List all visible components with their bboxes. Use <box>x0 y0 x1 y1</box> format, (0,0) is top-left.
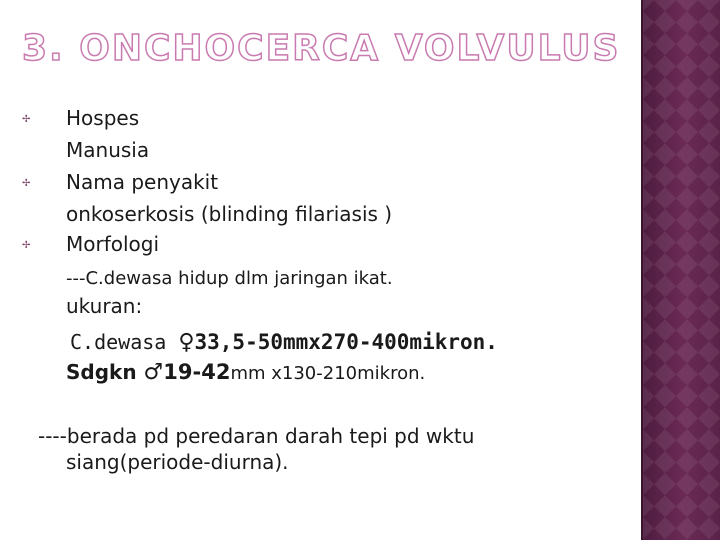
male-size-a: 19-42 <box>163 360 231 384</box>
bullet-marker-icon: ✢ <box>22 240 31 251</box>
bullet-penyakit-detail: onkoserkosis (blinding filariasis ) <box>66 202 393 226</box>
note-line-1: ----berada pd peredaran darah tepi pd wktu <box>38 424 475 448</box>
bullet-hospes-detail: Manusia <box>66 138 150 162</box>
bullet-marker-icon: ✢ <box>22 178 31 189</box>
bullet-marker-icon: ✢ <box>22 114 31 125</box>
male-size-line <box>66 360 425 385</box>
bullet-hospes-label: Hospes <box>66 106 140 130</box>
male-size-b: mm x130-210mikron. <box>230 363 426 384</box>
decorative-side-panel <box>641 0 720 540</box>
female-size-line <box>70 330 498 355</box>
male-symbol-icon: ♂ <box>143 360 164 385</box>
male-prefix: Sdgkn <box>66 360 144 384</box>
female-prefix: C.dewasa <box>70 330 179 354</box>
female-size: 33,5-50mmx270-400mikron. <box>194 330 498 354</box>
female-symbol-icon: ♀ <box>178 330 195 355</box>
morfologi-line-1: ---C.dewasa hidup dlm jaringan ikat. <box>66 268 393 289</box>
ukuran-label: ukuran: <box>66 294 143 318</box>
bullet-morfologi-label: Morfologi <box>66 232 160 256</box>
bullet-penyakit-label: Nama penyakit <box>66 170 219 194</box>
slide-title: 3. ONCHOCERCA VOLVULUS <box>22 28 621 69</box>
note-line-2: siang(periode-diurna). <box>66 450 289 474</box>
